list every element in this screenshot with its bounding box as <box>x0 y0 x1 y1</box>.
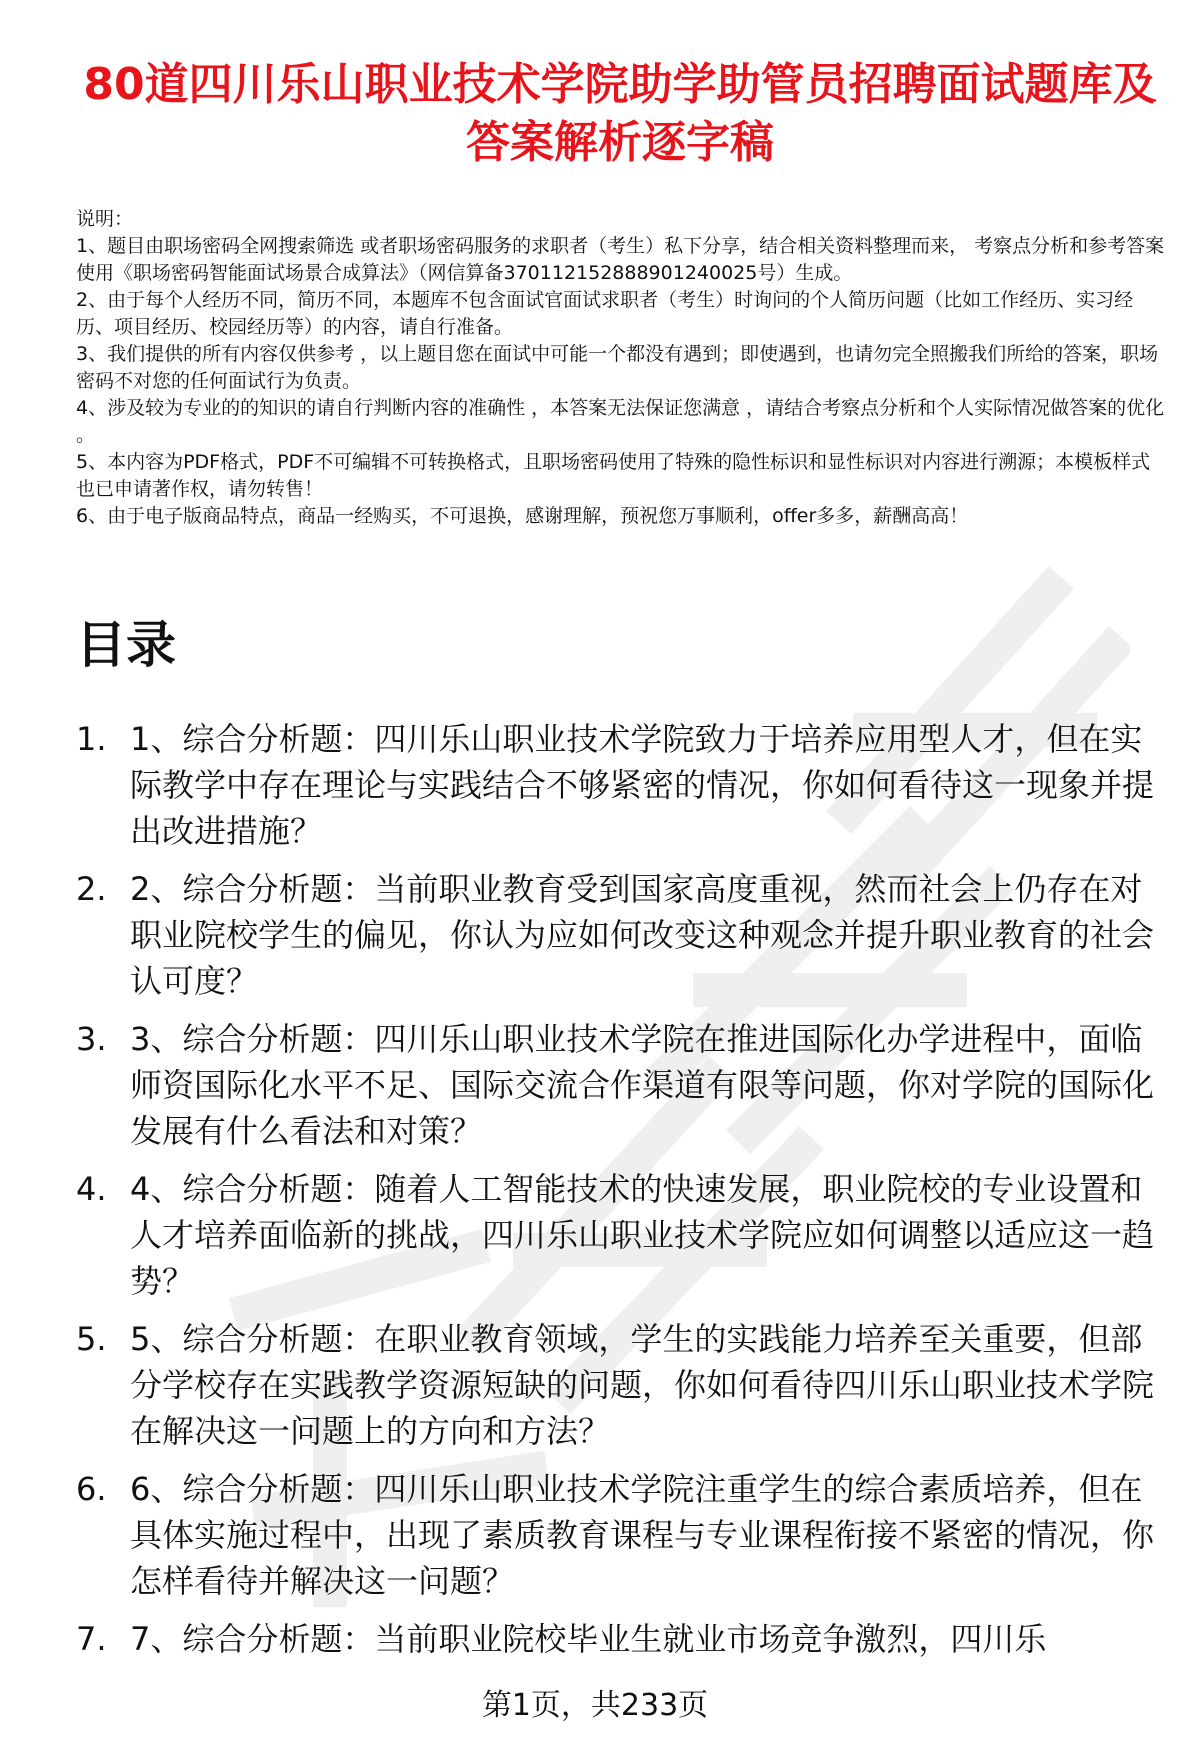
note-item: 3、我们提供的所有内容仅供参考 ，以上题目您在面试中可能一个都没有遇到；即使遇到，也请勿完全照搬我们所给的答案，职场密码不对您的任何面试行为负责。 <box>76 343 1159 392</box>
toc-item[interactable] <box>76 1316 1174 1454</box>
toc-item-number: 1. <box>76 720 107 758</box>
toc-item[interactable] <box>76 1616 1174 1662</box>
toc-list <box>76 716 1174 1674</box>
toc-item-text: 4、综合分析题：随着人工智能技术的快速发展，职业院校的专业设置和人才培养面临新的挑战，四川乐山职业技术学院应如何调整以适应这一趋势？ <box>130 1170 1155 1300</box>
toc-item-number: 2. <box>76 870 107 908</box>
toc-item[interactable] <box>76 716 1174 854</box>
toc-item-number: 6. <box>76 1470 107 1508</box>
toc-item[interactable] <box>76 1466 1174 1604</box>
toc-item-text: 2、综合分析题：当前职业教育受到国家高度重视，然而社会上仍存在对职业院校学生的偏见，你认为应如何改变这种观念并提升职业教育的社会认可度？ <box>130 870 1155 1000</box>
notes-heading: 说明： <box>76 208 134 230</box>
toc-item-text: 1、综合分析题：四川乐山职业技术学院致力于培养应用型人才，但在实际教学中存在理论与实践结合不够紧密的情况，你如何看待这一现象并提出改进措施？ <box>130 720 1155 850</box>
document-title: 80道四川乐山职业技术学院助学助管员招聘面试题库及答案解析逐字稿 <box>83 59 1157 168</box>
toc-item-text: 7、综合分析题：当前职业院校毕业生就业市场竞争激烈，四川乐 <box>130 1620 1047 1658</box>
note-item: 5、本内容为PDF格式，PDF不可编辑不可转换格式，且职场密码使用了特殊的隐性标识和显性标识对内容进行溯源；本模板样式也已申请著作权，请勿转售！ <box>76 451 1151 500</box>
toc-item-text: 5、综合分析题：在职业教育领域，学生的实践能力培养至关重要，但部分学校存在实践教学资源短缺的问题，你如何看待四川乐山职业技术学院在解决这一问题上的方向和方法？ <box>130 1320 1155 1450</box>
note-item: 1、题目由职场密码全网搜索筛选 或者职场密码服务的求职者（考生）私下分享，结合相关资料整理而来， 考察点分析和参考答案使用《职场密码智能面试场景合成算法》（网信算备370112152888901240025号）生成。 <box>76 235 1165 284</box>
note-item: 2、由于每个人经历不同，简历不同，本题库不包含面试官面试求职者（考生）时询问的个人简历问题（比如工作经历、实习经历、项目经历、校园经历等）的内容，请自行准备。 <box>76 289 1134 338</box>
toc-item[interactable] <box>76 1166 1174 1304</box>
note-item: 4、涉及较为专业的的知识的请自行判断内容的准确性 ，本答案无法保证您满意 ，请结合考察点分析和个人实际情况做答案的优化 。 <box>76 397 1165 446</box>
toc-item-number: 3. <box>76 1020 107 1058</box>
note-item: 6、由于电子版商品特点，商品一经购买，不可退换，感谢理解，预祝您万事顺利，offer多多，薪酬高高！ <box>76 505 969 527</box>
toc-item-number: 5. <box>76 1320 107 1358</box>
page-number: 第1页，共233页 <box>481 1688 709 1723</box>
toc-item[interactable] <box>76 866 1174 1004</box>
toc-heading: 目录 <box>76 616 176 674</box>
toc-item-text: 6、综合分析题：四川乐山职业技术学院注重学生的综合素质培养，但在具体实施过程中，出现了素质教育课程与专业课程衔接不紧密的情况，你怎样看待并解决这一问题？ <box>130 1470 1155 1600</box>
toc-item-text: 3、综合分析题：四川乐山职业技术学院在推进国际化办学进程中，面临师资国际化水平不足、国际交流合作渠道有限等问题，你对学院的国际化发展有什么看法和对策？ <box>130 1020 1155 1150</box>
toc-item-number: 4. <box>76 1170 107 1208</box>
toc-item-number: 7. <box>76 1620 107 1658</box>
toc-item[interactable] <box>76 1016 1174 1154</box>
notes-section <box>76 206 1166 530</box>
